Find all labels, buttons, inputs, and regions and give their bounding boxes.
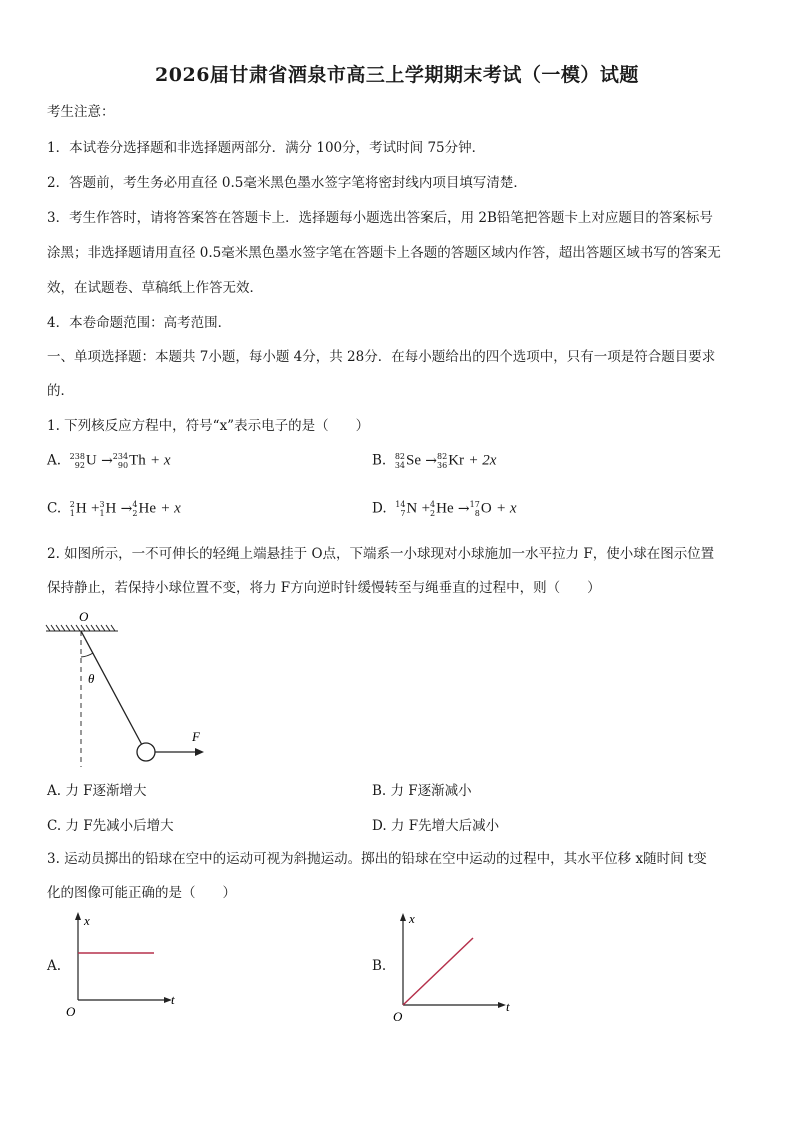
x-axis-label: t <box>506 999 510 1014</box>
section1-line-1: 一、单项选择题：本题共 7小题，每小题 4分，共 28分．在每小题给出的四个选项中，只有一项是符合题目要求 <box>47 349 716 365</box>
q3-line-1: 3. 运动员掷出的铅球在空中的运动可视为斜抛运动。掷出的铅球在空中运动的过程中，其水平位移 x随时间 t变 <box>47 851 707 867</box>
rope <box>81 631 142 745</box>
notice-line-2: 2．答题前，考生务必用直径 0.5毫米黑色墨水签字笔将密封线内项目填写清楚． <box>47 175 527 191</box>
arrow-icon: → <box>425 452 438 469</box>
ball <box>137 743 155 761</box>
notice-line-1: 1．本试卷分选择题和非选择题两部分．满分 100分，考试时间 75分钟． <box>47 140 486 156</box>
x-axis-arrow-icon <box>498 1002 506 1008</box>
point-o-label: O <box>79 609 89 624</box>
arrowhead-icon <box>195 748 204 756</box>
y-axis-arrow-icon <box>75 912 81 920</box>
notice-line-3: 3．考生作答时，请将答案答在答题卡上．选择题每小题选出答案后，用 2B铅笔把答题卡上对应题目的答案标号 <box>47 210 713 226</box>
arrow-icon: → <box>120 500 133 517</box>
y-axis-label: x <box>409 911 415 926</box>
isotope-index: 238 92 <box>69 452 85 470</box>
q1-stem: 1. 下列核反应方程中，符号“x”表示电子的是（ ） <box>47 418 370 434</box>
notice-line-6: 4．本卷命题范围：高考范围． <box>47 315 232 331</box>
q2-line-2: 保持静止，若保持小球位置不变，将力 F方向逆时针缓慢转至与绳垂直的过程中，则（ ） <box>47 580 601 596</box>
q1-option-b: B. 82 34 Se → 82 36 Kr + 2x <box>372 452 497 470</box>
q1-option-c: C. 2 1 H + 3 1 H → 4 2 He + x <box>47 500 181 518</box>
q2-option-d: D. 力 F先增大后减小 <box>372 818 500 834</box>
notice-heading: 考生注意： <box>47 104 115 120</box>
origin-label: O <box>66 1004 76 1019</box>
arrow-icon: → <box>101 452 113 469</box>
page-title: 2026届甘肃省酒泉市高三上学期期末考试（一模）试题 <box>155 64 639 86</box>
q1-option-a: A. 238 92 U → 234 90 Th + x <box>47 452 171 470</box>
q3-graph-a <box>62 908 192 1023</box>
q3-line-2: 化的图像可能正确的是（ ） <box>47 885 236 901</box>
q3-graph-b <box>388 905 523 1025</box>
theta-label: θ <box>88 671 95 686</box>
q1-option-d: D. 14 7 N + 4 2 He → 17 8 O + x <box>372 500 517 518</box>
graph-line <box>403 938 473 1005</box>
q2-option-a: A. 力 F逐渐增大 <box>47 783 147 799</box>
angle-arc <box>81 653 93 657</box>
arrow-icon: → <box>457 500 470 517</box>
y-axis-label: x <box>84 913 90 928</box>
q3-option-a-label: A. <box>47 958 62 974</box>
q2-option-b: B. 力 F逐渐减小 <box>372 783 472 799</box>
q2-option-c: C. 力 F先减小后增大 <box>47 818 174 834</box>
notice-line-5: 效，在试题卷、草稿纸上作答无效． <box>47 280 263 296</box>
q3-option-b-label: B. <box>372 958 387 974</box>
ceiling-hatch <box>46 625 118 631</box>
section1-line-2: 的． <box>47 383 74 399</box>
y-axis-arrow-icon <box>400 913 406 921</box>
notice-line-4: 涂黑；非选择题请用直径 0.5毫米黑色墨水签字笔在答题卡上各题的答题区域内作答，超出答题区域书写的答案无 <box>47 245 721 261</box>
force-label: F <box>192 729 200 744</box>
origin-label: O <box>393 1009 403 1024</box>
q2-line-1: 2. 如图所示，一不可伸长的轻绳上端悬挂于 O点，下端系一小球现对小球施加一水平拉力 F，使小球在图示位置 <box>47 546 715 562</box>
x-axis-label: t <box>171 992 175 1007</box>
pendulum-figure <box>40 605 230 775</box>
